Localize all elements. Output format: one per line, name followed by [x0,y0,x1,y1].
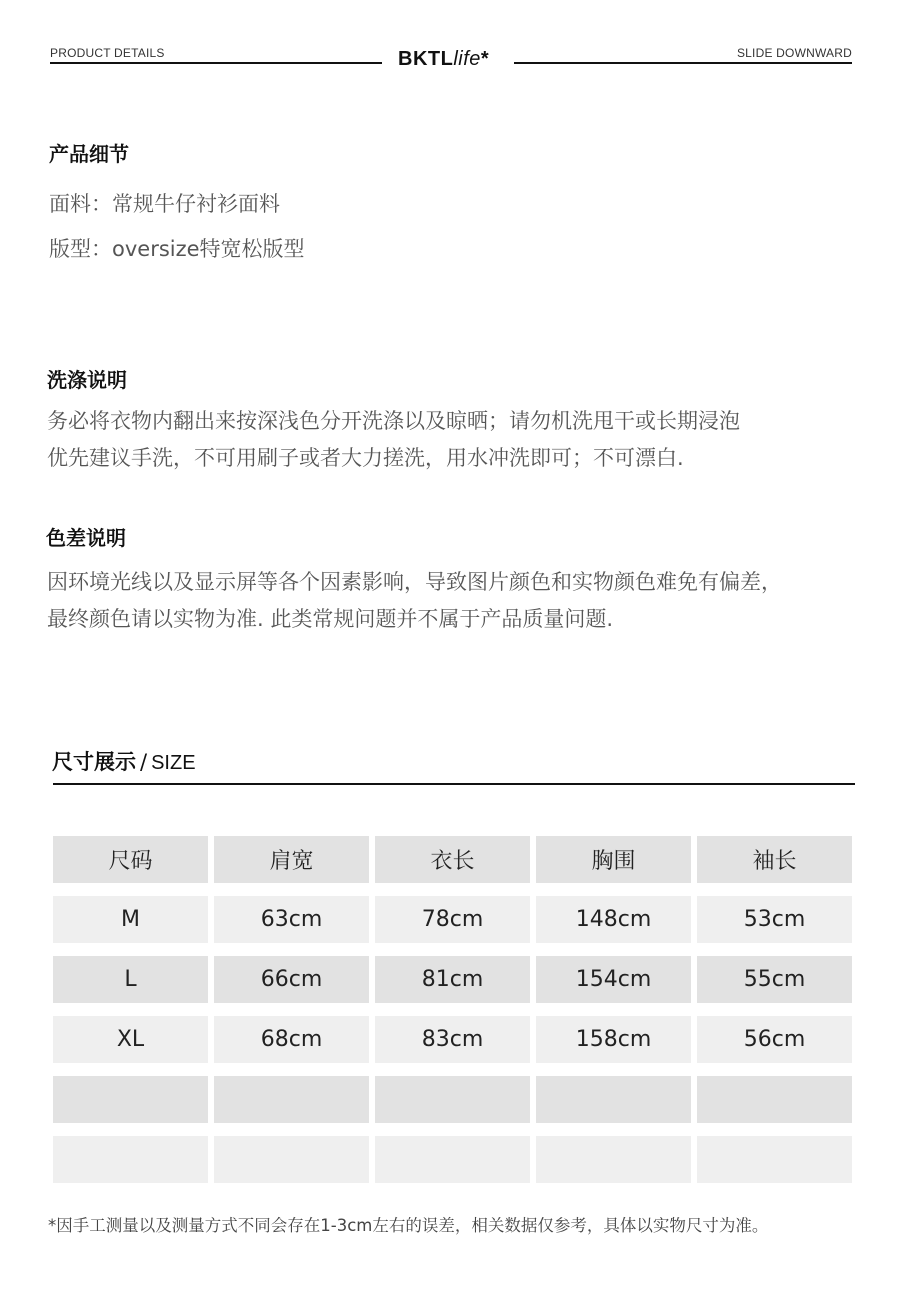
table-cell [697,1136,852,1183]
slide-downward-label: SLIDE DOWNWARD [736,46,852,60]
header-cell-size: 尺码 [53,836,208,883]
size-divider [53,783,855,785]
size-heading [52,746,196,776]
table-cell: 63cm [214,896,369,943]
table-cell: 55cm [697,956,852,1003]
size-table [53,836,853,1196]
fit-line: 版型：oversize特宽松版型 [49,237,305,261]
table-row [53,1136,853,1183]
fabric-line: 面料：常规牛仔衬衫面料 [49,192,280,216]
header-divider-left [50,62,382,64]
header-cell-chest: 胸围 [536,836,691,883]
table-cell: 53cm [697,896,852,943]
table-cell: M [53,896,208,943]
table-cell: 83cm [375,1016,530,1063]
header-cell-sleeve: 袖长 [697,836,852,883]
table-cell: 66cm [214,956,369,1003]
table-cell: 56cm [697,1016,852,1063]
color-diff-line-2: 最终颜色请以实物为准. 此类常规问题并不属于产品质量问题. [47,607,614,631]
table-cell [536,1136,691,1183]
size-heading-en: SIZE [151,752,196,774]
logo-star: * [480,48,490,70]
color-diff-title: 色差说明 [46,526,126,550]
table-cell: 81cm [375,956,530,1003]
logo-italic-text: life [453,48,481,70]
table-cell: 68cm [214,1016,369,1063]
table-cell [53,1136,208,1183]
size-heading-zh: 尺寸展示 [52,750,136,774]
top-header [50,40,852,70]
table-cell: 154cm [536,956,691,1003]
table-cell [214,1136,369,1183]
table-cell [697,1076,852,1123]
table-cell: L [53,956,208,1003]
table-cell [375,1076,530,1123]
header-divider-right [514,62,852,64]
size-table-header-row [53,836,853,883]
product-details-title: 产品细节 [49,142,129,166]
table-cell: 78cm [375,896,530,943]
table-row [53,956,853,1003]
table-cell: 148cm [536,896,691,943]
washing-title: 洗涤说明 [47,368,127,392]
header-cell-shoulder: 肩宽 [214,836,369,883]
measurement-footnote: *因手工测量以及测量方式不同会存在1-3cm左右的误差，相关数据仅参考，具体以实物尺寸为准。 [48,1216,769,1235]
table-cell [536,1076,691,1123]
logo-bold-text: BKTL [398,48,454,70]
washing-line-2: 优先建议手洗，不可用刷子或者大力搓洗，用水冲洗即可；不可漂白. [47,446,684,470]
table-row [53,1016,853,1063]
table-cell: XL [53,1016,208,1063]
size-heading-separator: / [140,750,148,774]
washing-line-1: 务必将衣物内翻出来按深浅色分开洗涤以及晾晒；请勿机洗甩干或长期浸泡 [47,409,740,433]
color-diff-line-1: 因环境光线以及显示屏等各个因素影响，导致图片颜色和实物颜色难免有偏差， [47,570,782,594]
table-cell [375,1136,530,1183]
table-row [53,896,853,943]
brand-logo [398,48,489,71]
table-cell [53,1076,208,1123]
table-cell: 158cm [536,1016,691,1063]
product-details-label: PRODUCT DETAILS [50,46,165,60]
header-cell-length: 衣长 [375,836,530,883]
table-cell [214,1076,369,1123]
table-row [53,1076,853,1123]
